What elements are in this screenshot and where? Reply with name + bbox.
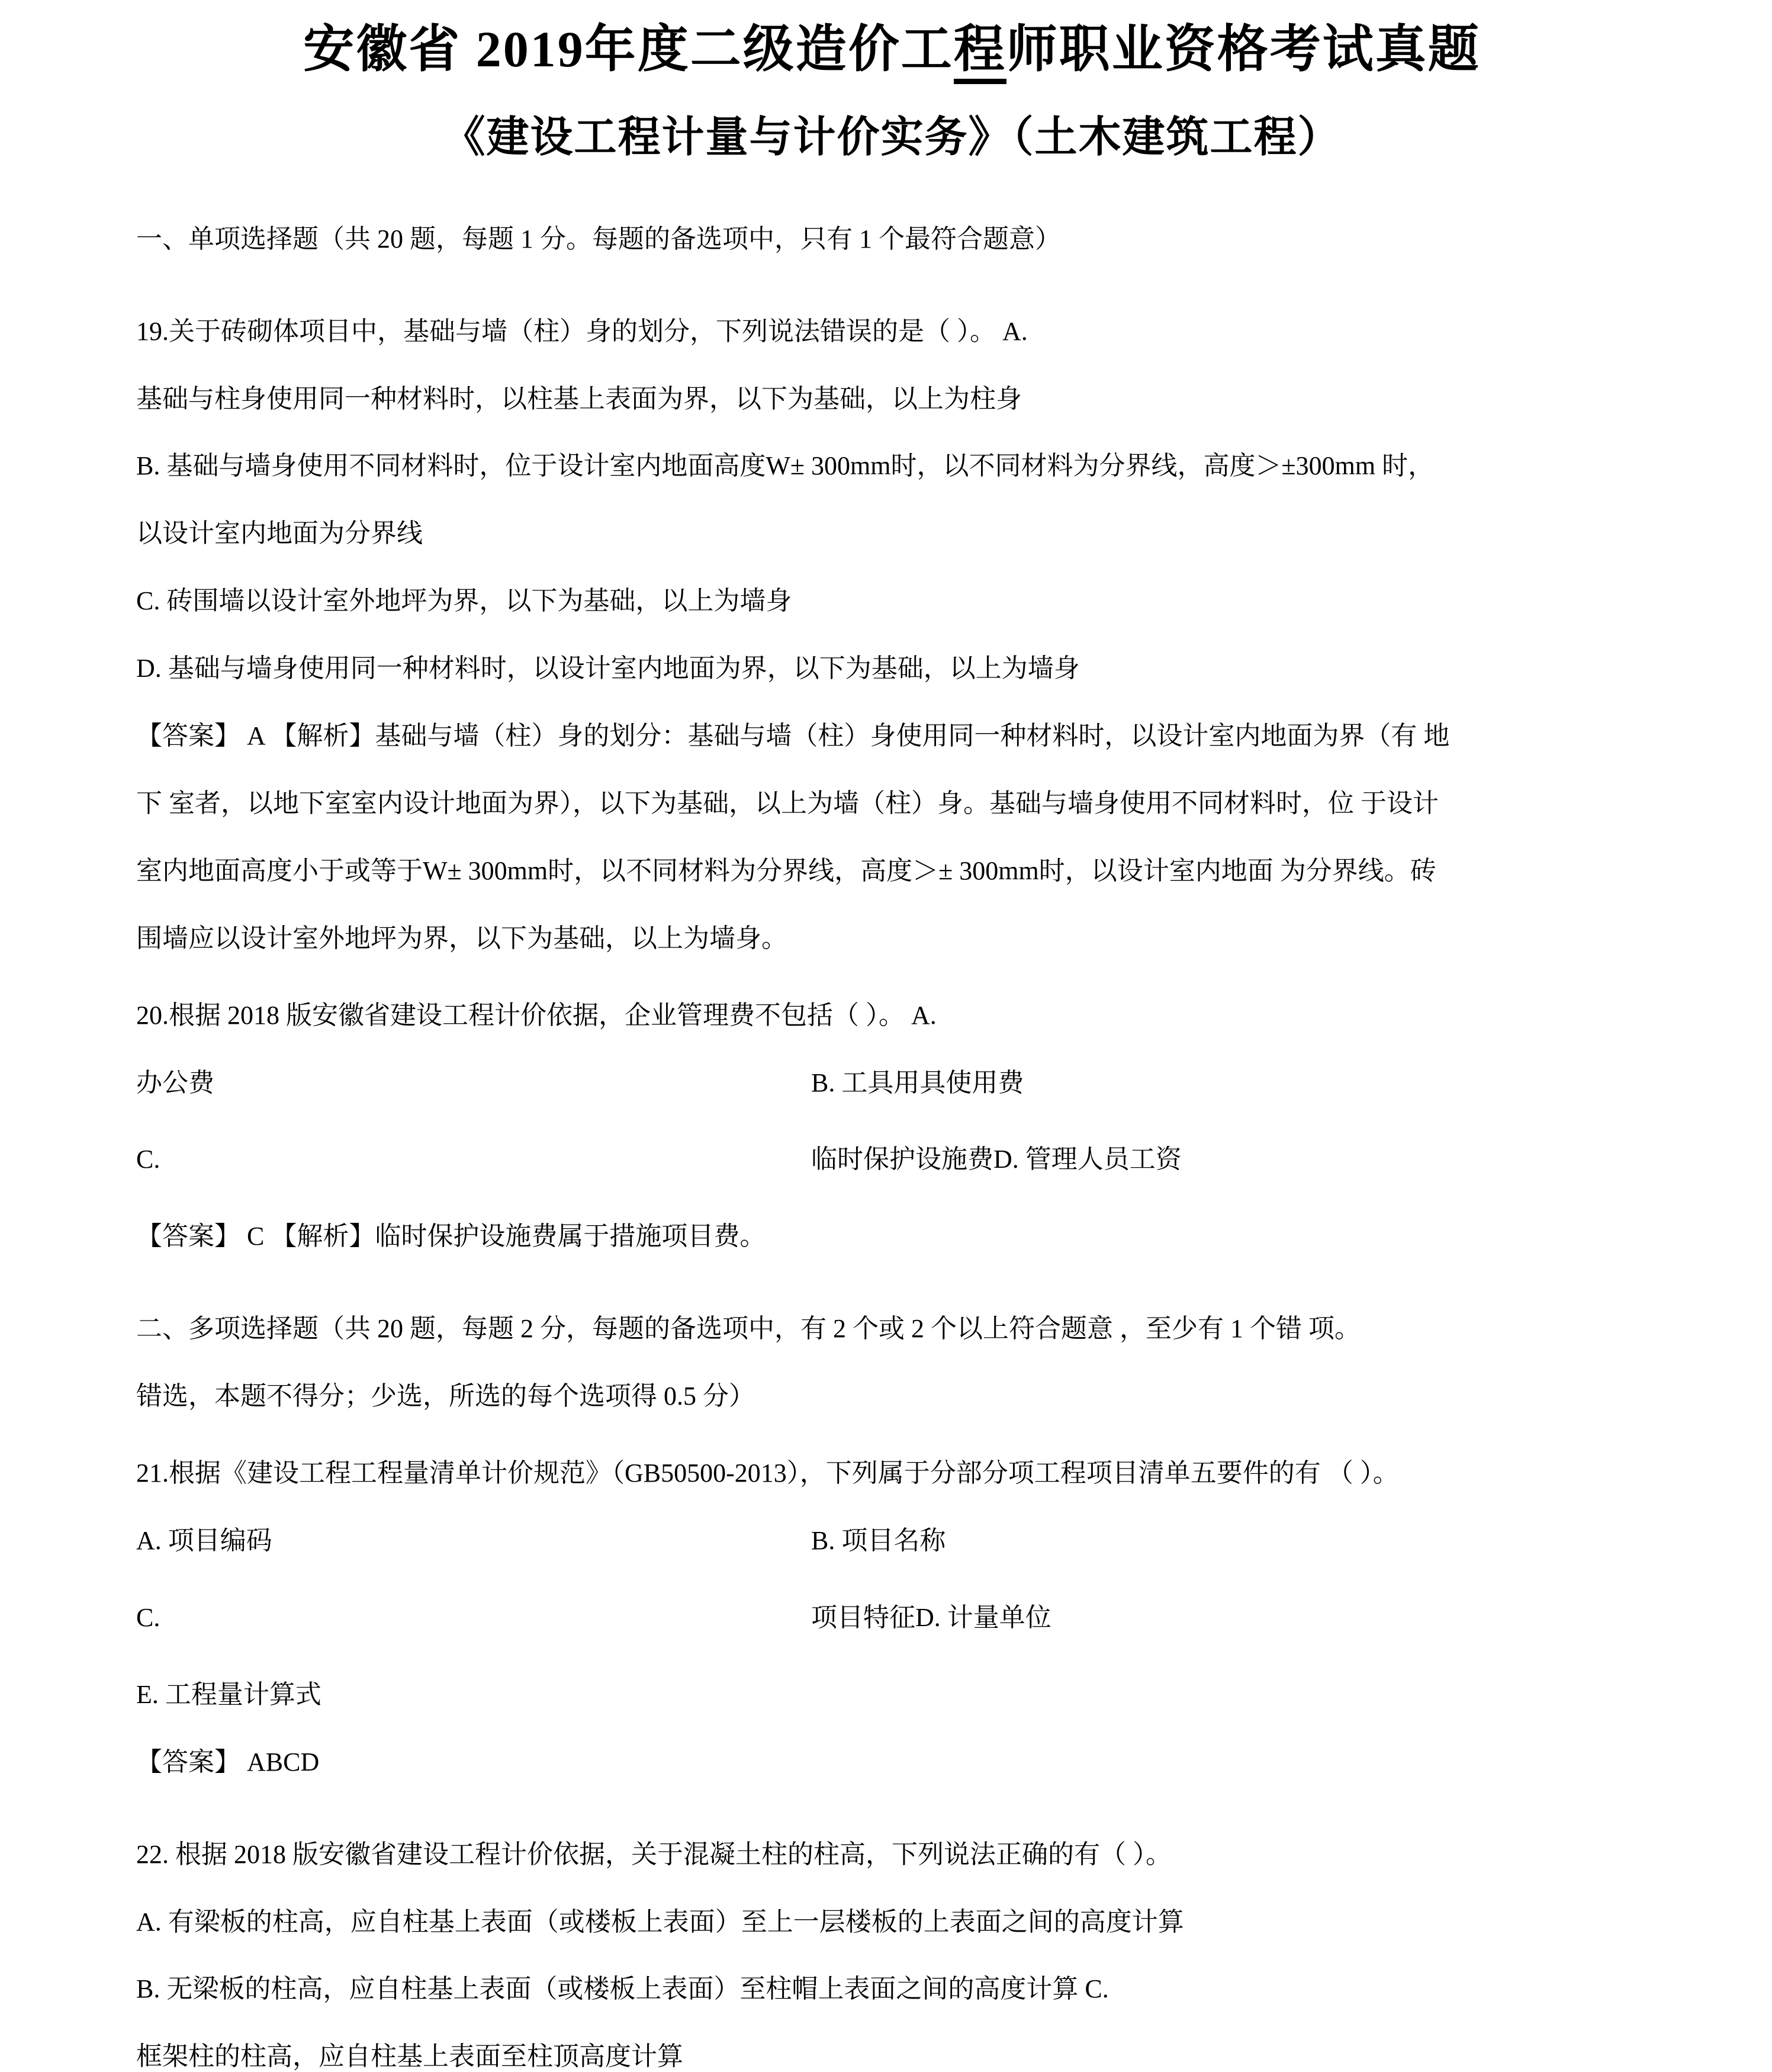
- title-line1-pre: 安徽省 2019年度二级造价工: [303, 21, 954, 78]
- q22-option-a: A. 有梁板的柱高，应自柱基上表面（或楼板上表面）至上一层楼板的上表面之间的高度计算: [136, 1907, 1184, 1936]
- q21-option-a: A. 项目编码: [136, 1526, 272, 1555]
- q19-answer-line1: 【答案】 A 【解析】基础与墙（柱）身的划分：基础与墙（柱）身使用同一种材料时，以设计室内地面为界（有 地: [136, 721, 1450, 751]
- question-19-stem: 19.关于砖砌体项目中，基础与墙（柱）身的划分，下列说法错误的是（ ）。 A.: [136, 316, 1028, 346]
- title-line1-post: 师职业资格考试真题: [1006, 21, 1481, 78]
- q19-answer-line2: 下 室者，以地下室室内设计地面为界），以下为基础，以上为墙（柱）身。基础与墙身使用不同材料时，位 于设计: [136, 788, 1439, 818]
- q21-option-b: B. 项目名称: [811, 1526, 946, 1555]
- q20-option-c: C.: [136, 1145, 160, 1174]
- q19-option-b-line1: B. 基础与墙身使用不同材料时，位于设计室内地面高度W± 300mm时，以不同材料为分界线，高度＞±300mm 时，: [136, 451, 1435, 481]
- q21-option-row-2: [136, 1602, 1648, 1633]
- q21-option-d: 项目特征D. 计量单位: [811, 1602, 1051, 1632]
- section-2-header-line2: 错选，本题不得分；少选，所选的每个选项得 0.5 分）: [136, 1382, 755, 1411]
- q20-option-row-2: [136, 1144, 1648, 1175]
- q20-answer: 【答案】 C 【解析】临时保护设施费属于措施项目费。: [136, 1222, 766, 1251]
- title-underlined-char: 程: [954, 21, 1006, 84]
- q20-option-b: B. 工具用具使用费: [811, 1068, 1024, 1097]
- q20-option-a: 办公费: [136, 1068, 214, 1097]
- q21-option-e: E. 工程量计算式: [136, 1679, 321, 1709]
- question-21-stem: 21.根据《建设工程工程量清单计价规范》（GB50500-2013），下列属于分部分项工程项目清单五要件的有 （ ）。: [136, 1459, 1399, 1488]
- section-1-header: 一、单项选择题（共 20 题，每题 1 分。每题的备选项中，只有 1 个最符合题意）: [136, 224, 1061, 253]
- q21-option-c: C.: [136, 1602, 160, 1632]
- q22-option-b: B. 无梁板的柱高，应自柱基上表面（或楼板上表面）至柱帽上表面之间的高度计算 C.: [136, 1974, 1109, 2004]
- q20-option-d: 临时保护设施费D. 管理人员工资: [811, 1145, 1182, 1174]
- question-20-stem: 20.根据 2018 版安徽省建设工程计价依据，企业管理费不包括（ ）。 A.: [136, 1000, 937, 1030]
- q20-option-row-1: [136, 1068, 1648, 1098]
- q19-option-a: 基础与柱身使用同一种材料时，以柱基上表面为界，以下为基础，以上为柱身: [136, 384, 1022, 413]
- document-title-line1: [136, 20, 1648, 79]
- question-22-stem: 22. 根据 2018 版安徽省建设工程计价依据，关于混凝土柱的柱高，下列说法正确的有（ ）。: [136, 1839, 1172, 1869]
- q19-option-c: C. 砖围墙以设计室外地坪为界，以下为基础，以上为墙身: [136, 586, 792, 616]
- q19-answer-line4: 围墙应以设计室外地坪为界，以下为基础，以上为墙身。: [136, 923, 787, 953]
- q19-option-d: D. 基础与墙身使用同一种材料时，以设计室内地面为界，以下为基础，以上为墙身: [136, 654, 1080, 683]
- q21-option-row-1: [136, 1525, 1648, 1556]
- q19-answer-line3: 室内地面高度小于或等于W± 300mm时，以不同材料为分界线，高度＞± 300mm时，以设计室内地面 为分界线。砖: [136, 856, 1436, 885]
- q19-option-b-line2: 以设计室内地面为分界线: [136, 519, 423, 548]
- q22-option-c-continuation: 框架柱的柱高，应自柱基上表面至柱顶高度计算: [136, 2042, 683, 2071]
- q21-answer: 【答案】 ABCD: [136, 1747, 320, 1777]
- section-2-header-line1: 二、多项选择题（共 20 题，每题 2 分，每题的备选项中，有 2 个或 2 个以上符合题意 ，至少有 1 个错 项。: [136, 1314, 1361, 1344]
- document-title-line2: 《建设工程计量与计价实务》（土木建筑工程）: [442, 113, 1342, 161]
